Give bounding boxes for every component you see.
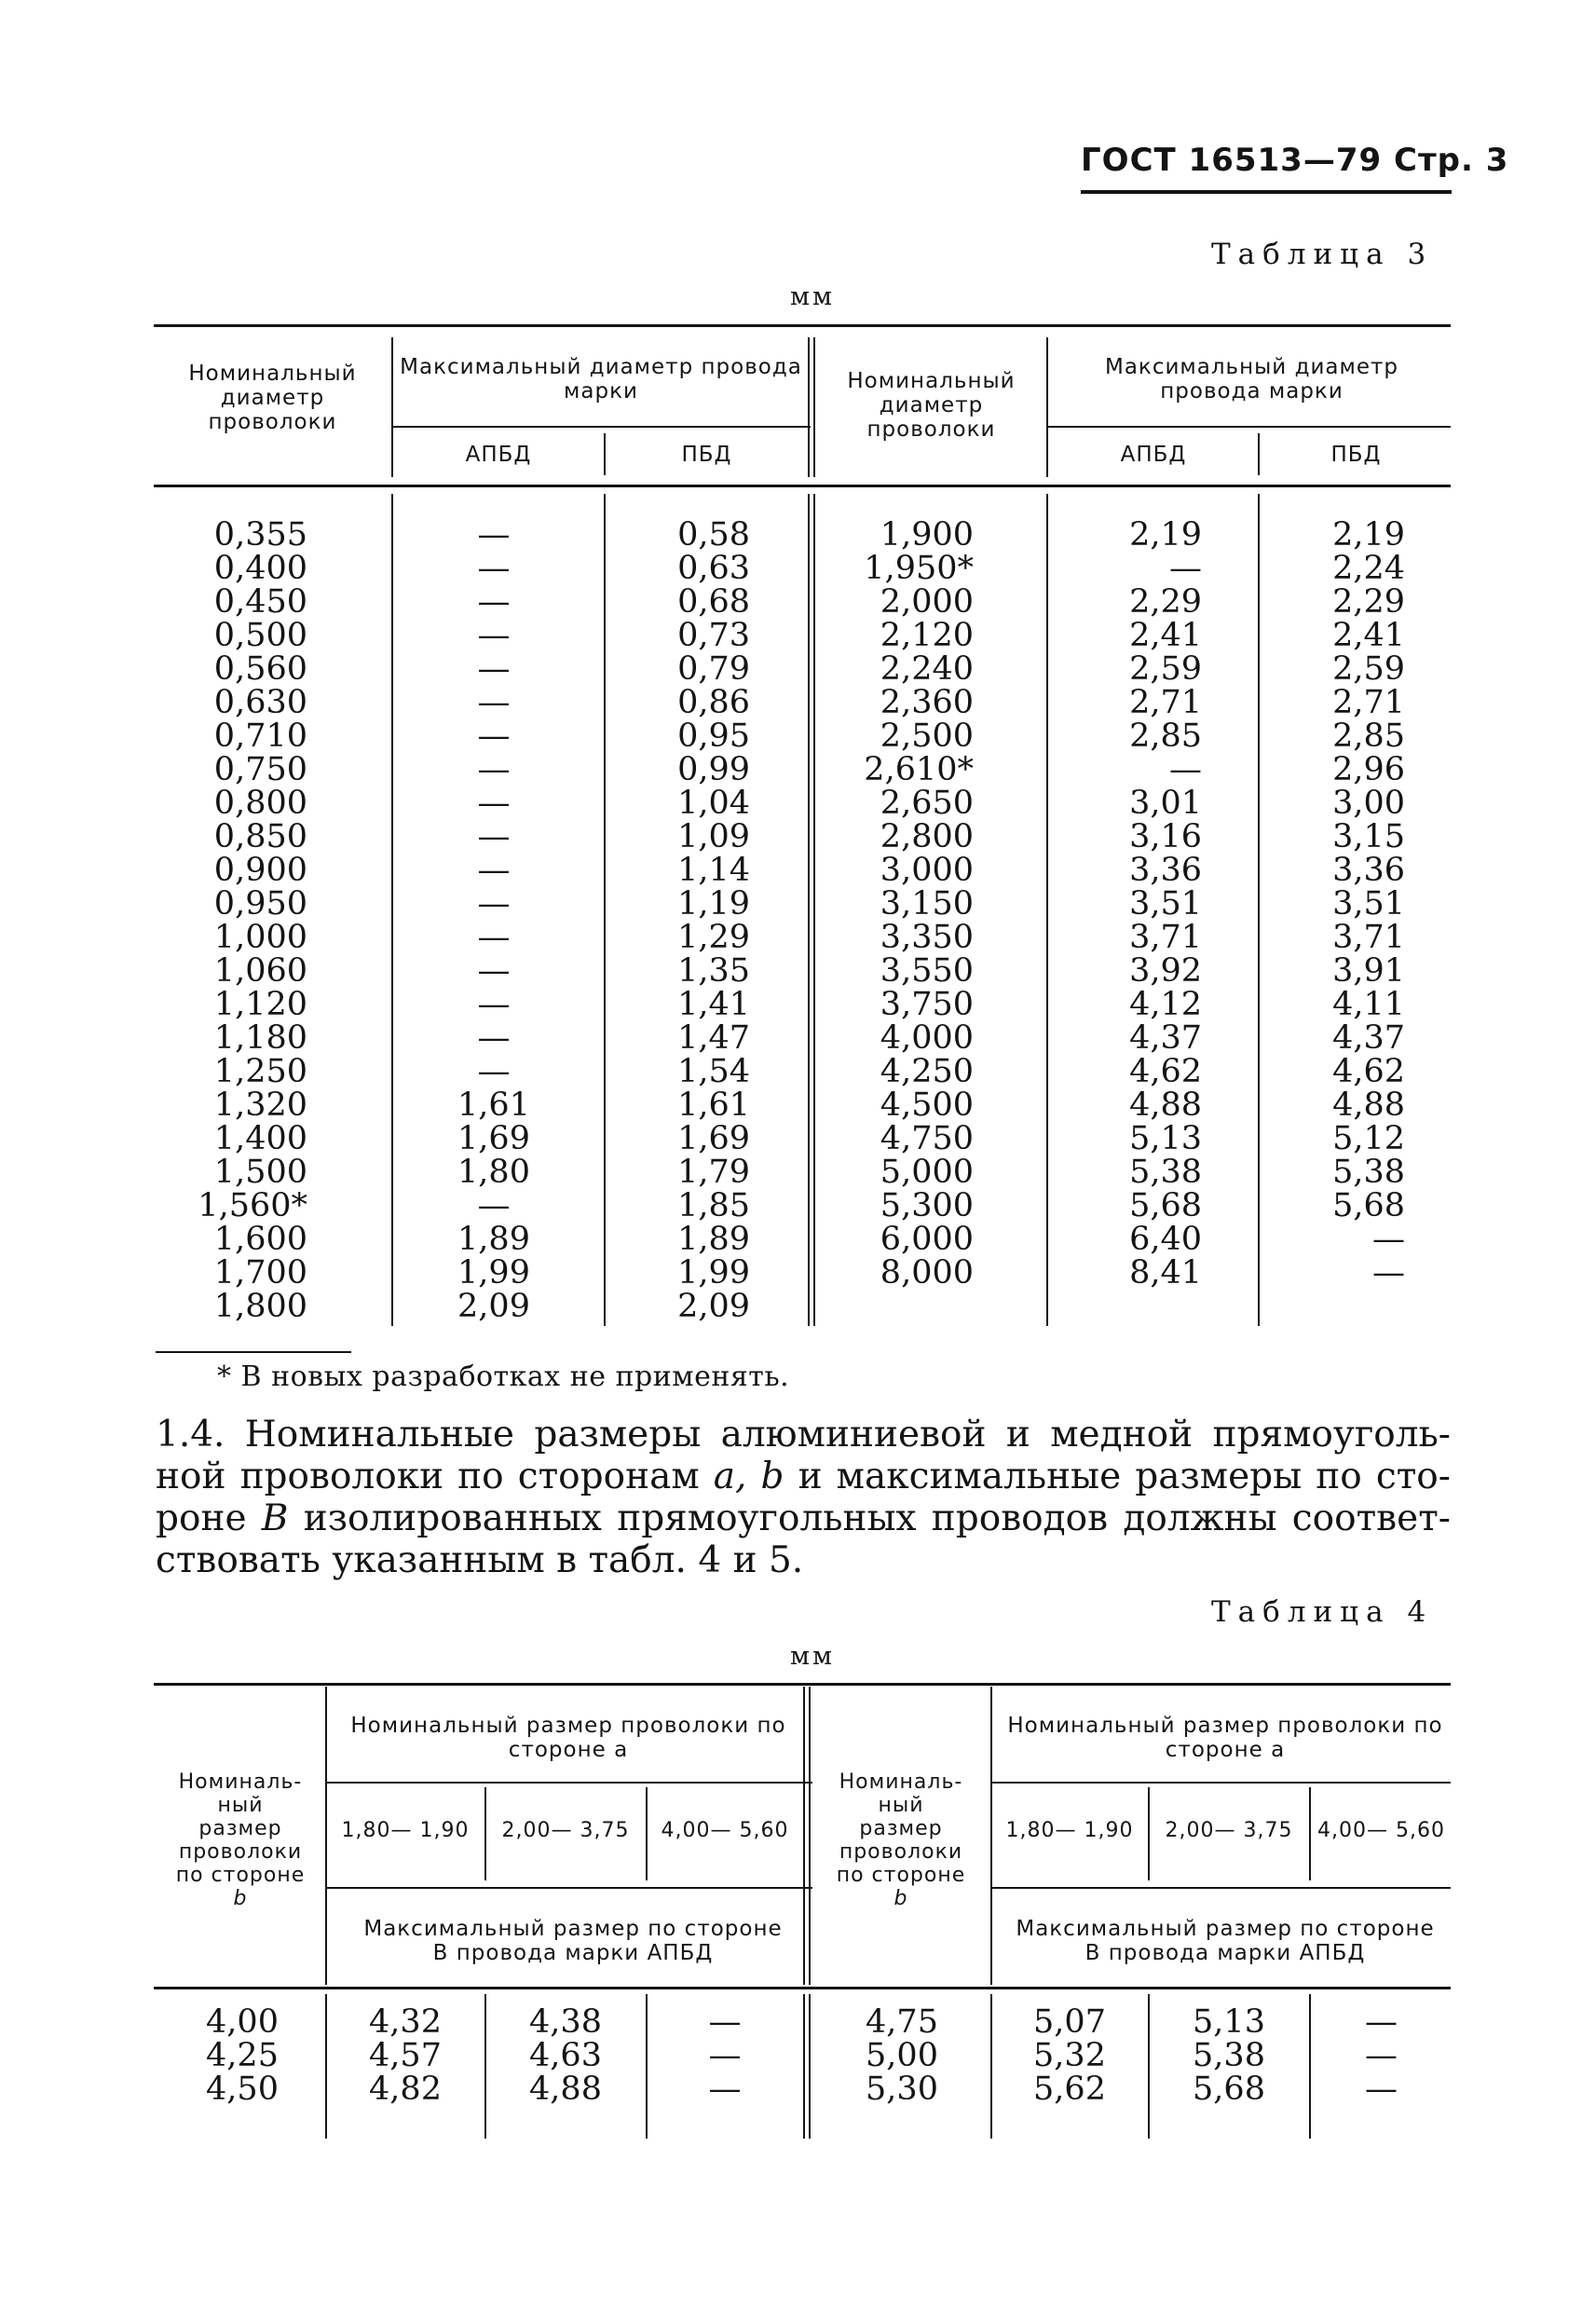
table4-vrule — [803, 1994, 805, 2139]
table-cell: 0,79 — [677, 650, 750, 688]
table4-header-range3-left: 4,00— 5,60 — [661, 1819, 789, 1842]
table-cell: — — [477, 818, 511, 855]
table3-col-apbd-left — [401, 518, 587, 1323]
table3-subheader-rule-right — [1048, 426, 1451, 428]
table3-vrule — [1258, 433, 1260, 475]
table3-col-apbd-right — [1053, 518, 1202, 1290]
table-cell: 1,80 — [457, 1154, 530, 1191]
page-header: ГОСТ 16513—79 Стр. 3 — [1081, 142, 1509, 179]
table4-col-r3-left — [648, 2005, 801, 2106]
table-cell: 2,85 — [1129, 718, 1202, 755]
table3-col-pbd-left — [606, 518, 750, 1323]
paragraph-word: изолированных — [303, 1497, 602, 1539]
table-cell: 1,09 — [677, 818, 750, 855]
table-cell: 1,700 — [213, 1254, 307, 1292]
paragraph-word: b — [760, 1456, 784, 1497]
table-cell: 1,560* — [198, 1187, 307, 1224]
table-cell: 1,04 — [677, 785, 750, 822]
table4-vrule — [1309, 1994, 1311, 2139]
table4-header-range2-right: 2,00— 3,75 — [1165, 1819, 1293, 1842]
table-cell: 4,00 — [206, 2003, 279, 2041]
table-cell: — — [477, 785, 511, 822]
table-cell: 5,38 — [1129, 1154, 1202, 1191]
table3-vrule — [1258, 494, 1260, 1326]
table3-header-maxdiam-left: Максимальный диаметр провода марки — [400, 355, 802, 403]
table-cell: 0,500 — [213, 617, 307, 654]
table-cell: 0,900 — [213, 852, 307, 889]
paragraph-word: соответ- — [1291, 1497, 1451, 1539]
table-cell: 0,86 — [677, 684, 750, 721]
table-cell: 1,120 — [213, 986, 307, 1023]
table-cell: 1,250 — [213, 1053, 307, 1090]
table-cell: 1,54 — [677, 1053, 750, 1090]
table4-header-range1-right: 1,80— 1,90 — [1005, 1819, 1134, 1842]
paragraph-word: проволоки — [239, 1456, 444, 1497]
table-cell: 4,63 — [529, 2037, 602, 2074]
table-cell: 5,68 — [1332, 1187, 1405, 1224]
table4-vrule — [990, 1994, 992, 2139]
table4-col-b-right — [815, 2005, 989, 2106]
table-cell: 4,50 — [206, 2071, 279, 2108]
table-cell: 3,750 — [880, 986, 974, 1023]
table-cell: — — [708, 2071, 742, 2108]
table-cell: — — [1372, 1221, 1405, 1258]
table4-header-rule — [154, 1987, 1451, 1989]
table4-header-max-b-left: Максимальный размер по стороне B провода марки АПБД — [363, 1916, 783, 1965]
table4-col-r1-left — [328, 2005, 483, 2106]
table4-col-r2-right — [1151, 2005, 1307, 2106]
paragraph-line — [156, 1456, 1451, 1497]
table3-caption: Таблица 3 — [1211, 238, 1434, 271]
table4-col-b-left — [163, 2005, 321, 2106]
table-cell: 3,150 — [880, 885, 974, 923]
table4-subheader-rule2-right — [992, 1887, 1451, 1889]
table-cell: 1,950* — [864, 550, 974, 587]
table-cell: 1,180 — [213, 1019, 307, 1057]
table-cell: 1,000 — [213, 919, 307, 956]
table-cell: 5,300 — [880, 1187, 974, 1224]
header-line: b — [893, 1887, 908, 1910]
table-cell: 0,95 — [677, 718, 750, 755]
table3-col-pbd-right — [1267, 518, 1405, 1290]
table-cell: 2,610* — [864, 751, 974, 788]
table4-unit: мм — [790, 1642, 836, 1671]
table-cell: — — [477, 650, 511, 688]
paragraph-word: по — [457, 1456, 504, 1497]
table3-vrule — [813, 337, 815, 477]
table-cell: 4,500 — [880, 1087, 974, 1124]
table-cell: 4,750 — [880, 1120, 974, 1157]
table-cell: 1,99 — [677, 1254, 750, 1292]
table-cell: — — [477, 550, 511, 587]
table-cell: — — [708, 2003, 742, 2041]
table4-header-range2-left: 2,00— 3,75 — [501, 1819, 630, 1842]
table4-col-r3-right — [1312, 2005, 1451, 2106]
table-cell: 1,14 — [677, 852, 750, 889]
table-cell: 4,82 — [369, 2071, 442, 2108]
table-cell: 2,85 — [1332, 718, 1405, 755]
table-cell: 0,800 — [213, 785, 307, 822]
table-cell: 3,350 — [880, 919, 974, 956]
table-cell: 1,800 — [213, 1288, 307, 1325]
table-cell: 4,57 — [369, 2037, 442, 2074]
table-cell: 0,850 — [213, 818, 307, 855]
table-cell: 3,16 — [1129, 818, 1202, 855]
table4-header-nominal-b-right — [813, 1752, 989, 1929]
paragraph-word: и — [798, 1456, 823, 1497]
table-cell: 1,41 — [677, 986, 750, 1023]
table3-header-rule — [154, 485, 1451, 487]
table-cell: 3,51 — [1129, 885, 1202, 923]
table4-vrule — [1309, 1787, 1311, 1880]
header-line: Номиналь- — [178, 1770, 303, 1794]
table3-header-nominal-right: Номинальный диаметр проволоки — [847, 369, 1016, 442]
table3-vrule — [808, 337, 810, 477]
paragraph-word: размеры — [534, 1414, 702, 1456]
table4-header-range3-right: 4,00— 5,60 — [1317, 1819, 1445, 1842]
paragraph-word: медной — [1050, 1414, 1194, 1456]
table-cell: 4,11 — [1332, 986, 1405, 1023]
table4-subheader-rule-right — [992, 1782, 1451, 1784]
table3-col-nominal-left — [168, 518, 307, 1323]
table-cell: 0,450 — [213, 583, 307, 621]
table3-header-pbd-right: ПБД — [1330, 443, 1382, 467]
table-cell: 2,41 — [1332, 617, 1405, 654]
table3-vrule — [808, 494, 810, 1326]
table-cell: 4,38 — [529, 2003, 602, 2041]
table-cell: 2,29 — [1332, 583, 1405, 621]
paragraph-word: по — [1316, 1456, 1362, 1497]
table-cell: 4,000 — [880, 1019, 974, 1057]
table4-header-nominal-a-left: Номинальный размер проволоки по стороне a — [350, 1714, 786, 1762]
table-cell: 4,25 — [206, 2037, 279, 2074]
table-cell: 2,59 — [1129, 650, 1202, 688]
table4-vrule — [1148, 1994, 1150, 2139]
paragraph-word: B — [261, 1497, 289, 1539]
table-cell: 2,19 — [1332, 516, 1405, 554]
table-cell: 1,500 — [213, 1154, 307, 1191]
table-cell: 5,30 — [866, 2071, 938, 2108]
table4-vrule — [646, 1787, 648, 1880]
table-cell: 1,85 — [677, 1187, 750, 1224]
paragraph-word: прямоугольных — [617, 1497, 917, 1539]
paragraph-word: алюминиевой — [720, 1414, 987, 1456]
table-cell: — — [477, 1053, 511, 1090]
table-cell: 3,36 — [1129, 852, 1202, 889]
header-line: размер — [859, 1817, 943, 1840]
table-cell: 2,360 — [880, 684, 974, 721]
table-cell: — — [477, 952, 511, 990]
table-cell: — — [477, 986, 511, 1023]
table-cell: 1,900 — [880, 516, 974, 554]
table-cell: 5,00 — [866, 2037, 938, 2074]
table-cell: 4,88 — [1129, 1087, 1202, 1124]
header-line: b — [233, 1887, 248, 1910]
table-cell: 1,400 — [213, 1120, 307, 1157]
paragraph-word: ствовать указанным в табл. 4 и 5. — [156, 1539, 804, 1581]
table-cell: — — [477, 684, 511, 721]
table-cell: 4,62 — [1332, 1053, 1405, 1090]
header-line: по стороне — [836, 1864, 966, 1887]
table-cell: 2,71 — [1332, 684, 1405, 721]
table-cell: — — [1365, 2071, 1398, 2108]
table-cell: 5,000 — [880, 1154, 974, 1191]
table-cell: 1,47 — [677, 1019, 750, 1057]
table-cell: — — [708, 2037, 742, 2074]
table-cell: 5,38 — [1193, 2037, 1265, 2074]
table-cell: — — [477, 718, 511, 755]
table-cell: — — [1169, 751, 1202, 788]
paragraph-word: ной — [156, 1456, 226, 1497]
table-cell: 1,69 — [677, 1120, 750, 1157]
table-cell: 2,41 — [1129, 617, 1202, 654]
table-cell: 5,13 — [1129, 1120, 1202, 1157]
table-cell: 1,060 — [213, 952, 307, 990]
table-cell: 2,96 — [1332, 751, 1405, 788]
table-cell: — — [477, 1187, 511, 1224]
table3-unit: мм — [790, 282, 836, 311]
table-cell: 6,40 — [1129, 1221, 1202, 1258]
table-cell: 1,79 — [677, 1154, 750, 1191]
table-cell: 4,37 — [1332, 1019, 1405, 1057]
table-cell: 3,000 — [880, 852, 974, 889]
table-cell: 5,13 — [1193, 2003, 1265, 2041]
table-cell: 3,550 — [880, 952, 974, 990]
table-cell: 6,000 — [880, 1221, 974, 1258]
table3-vrule — [391, 494, 393, 1326]
table-cell: 1,19 — [677, 885, 750, 923]
table-cell: 2,59 — [1332, 650, 1405, 688]
paragraph-word: роне — [156, 1497, 247, 1539]
paragraph-line — [156, 1539, 1451, 1581]
paragraph-word: размеры — [1135, 1456, 1303, 1497]
table3-footnote: * В новых разработках не применять. — [217, 1360, 790, 1393]
table-cell: — — [477, 583, 511, 621]
table-cell: 4,75 — [866, 2003, 938, 2041]
table4-col-r2-left — [487, 2005, 644, 2106]
table4-subheader-rule2-left — [326, 1887, 812, 1889]
table-cell: 2,71 — [1129, 684, 1202, 721]
table4-vrule — [484, 1787, 486, 1880]
table-cell: 4,62 — [1129, 1053, 1202, 1090]
table-cell: 2,240 — [880, 650, 974, 688]
table-cell: 5,62 — [1033, 2071, 1106, 2108]
table3-vrule — [391, 337, 393, 477]
paragraph-word: сторонам — [517, 1456, 700, 1497]
paragraph-word: должны — [1123, 1497, 1277, 1539]
table-cell: 0,355 — [213, 516, 307, 554]
table-cell: 0,560 — [213, 650, 307, 688]
table-cell: — — [1169, 550, 1202, 587]
table-cell: 0,750 — [213, 751, 307, 788]
table-cell: — — [477, 852, 511, 889]
table4-vrule — [803, 1687, 805, 1985]
paragraph-word: 1.4. — [156, 1414, 225, 1456]
footnote-rule — [156, 1351, 351, 1353]
table-cell: 2,09 — [457, 1288, 530, 1325]
table-cell: 0,950 — [213, 885, 307, 923]
table-cell: 3,92 — [1129, 952, 1202, 990]
table-cell: — — [477, 1019, 511, 1057]
table-cell: 1,61 — [457, 1087, 530, 1124]
header-line: по стороне — [175, 1864, 306, 1887]
paragraph-word: Номинальные — [244, 1414, 514, 1456]
table-cell: 1,89 — [677, 1221, 750, 1258]
table-cell: 2,500 — [880, 718, 974, 755]
table4-vrule — [325, 1994, 327, 2139]
table-cell: — — [477, 751, 511, 788]
table-cell: 2,09 — [677, 1288, 750, 1325]
table-cell: 0,710 — [213, 718, 307, 755]
table-cell: 3,01 — [1129, 785, 1202, 822]
table3-vrule — [1046, 337, 1048, 477]
table-cell: 2,650 — [880, 785, 974, 822]
table4-header-range1-left: 1,80— 1,90 — [341, 1819, 470, 1842]
paragraph-word: проводов — [931, 1497, 1109, 1539]
table-cell: — — [477, 919, 511, 956]
paragraph-word: и — [1005, 1414, 1030, 1456]
table-cell: 4,250 — [880, 1053, 974, 1090]
table4-vrule — [809, 1687, 811, 1985]
table4-subheader-rule-left — [326, 1782, 812, 1784]
table-cell: 1,61 — [677, 1087, 750, 1124]
table4-vrule — [325, 1687, 327, 1985]
table4-header-nominal-b-left — [157, 1752, 324, 1929]
table-cell: 0,630 — [213, 684, 307, 721]
table-cell: 5,07 — [1033, 2003, 1106, 2041]
table-cell: 1,320 — [213, 1087, 307, 1124]
table3-vrule — [604, 433, 606, 475]
table4-header-max-b-right: Максимальный размер по стороне B провода марки АПБД — [1016, 1916, 1435, 1965]
table-cell: 5,68 — [1129, 1187, 1202, 1224]
table-cell: 3,71 — [1332, 919, 1405, 956]
table-cell: 3,71 — [1129, 919, 1202, 956]
table-cell: 4,37 — [1129, 1019, 1202, 1057]
table4-top-rule — [154, 1683, 1451, 1686]
table-cell: 1,69 — [457, 1120, 530, 1157]
table-cell: 2,29 — [1129, 583, 1202, 621]
table-cell: — — [477, 516, 511, 554]
table4-vrule — [646, 1994, 648, 2139]
table-cell: 8,000 — [880, 1254, 974, 1292]
table3-header-maxdiam-right: Максимальный диаметр провода марки — [1104, 355, 1399, 403]
table-cell: 0,400 — [213, 550, 307, 587]
table-cell: — — [1365, 2037, 1398, 2074]
table-cell: 5,12 — [1332, 1120, 1405, 1157]
table-cell: — — [1365, 2003, 1398, 2041]
table-cell: — — [477, 617, 511, 654]
table3-header-apbd-right: АПБД — [1120, 443, 1187, 467]
header-line: проволоки — [839, 1840, 963, 1864]
table-cell: 3,00 — [1332, 785, 1405, 822]
header-rule — [1081, 190, 1452, 194]
table4-vrule — [990, 1687, 992, 1985]
header-line: проволоки — [178, 1840, 303, 1864]
table-cell: — — [477, 885, 511, 923]
table-cell: 0,99 — [677, 751, 750, 788]
table-cell: — — [1372, 1254, 1405, 1292]
table-cell: 1,29 — [677, 919, 750, 956]
table3-vrule — [1046, 494, 1048, 1326]
table4-caption: Таблица 4 — [1211, 1595, 1434, 1629]
table3-vrule — [813, 494, 815, 1326]
table4-vrule — [484, 1994, 486, 2139]
header-line: ный — [217, 1794, 264, 1817]
table-cell: 1,89 — [457, 1221, 530, 1258]
table-cell: 3,91 — [1332, 952, 1405, 990]
paragraph-word: сто- — [1375, 1456, 1451, 1497]
table3-header-pbd-left: ПБД — [681, 443, 732, 467]
header-line: размер — [198, 1817, 282, 1840]
table-cell: 2,19 — [1129, 516, 1202, 554]
table3-header-nominal-left: Номинальный диаметр проволоки — [188, 362, 357, 434]
paragraph-line — [156, 1497, 1451, 1539]
paragraph-line — [156, 1414, 1451, 1456]
table-cell: 2,000 — [880, 583, 974, 621]
table3-header-apbd-left: АПБД — [465, 443, 532, 467]
table-cell: 1,99 — [457, 1254, 530, 1292]
table4-vrule — [1148, 1787, 1150, 1880]
header-line: ный — [878, 1794, 924, 1817]
paragraph-word: прямоуголь- — [1212, 1414, 1451, 1456]
table-cell: 5,68 — [1193, 2071, 1265, 2108]
table-cell: 0,68 — [677, 583, 750, 621]
table-cell: 1,35 — [677, 952, 750, 990]
table-cell: 4,88 — [1332, 1087, 1405, 1124]
table-cell: 0,58 — [677, 516, 750, 554]
table3-subheader-rule-left — [391, 426, 811, 428]
table-cell: 4,12 — [1129, 986, 1202, 1023]
table-cell: 1,600 — [213, 1221, 307, 1258]
header-line: Номиналь- — [839, 1770, 963, 1794]
table-cell: 5,38 — [1332, 1154, 1405, 1191]
table-cell: 0,73 — [677, 617, 750, 654]
table-cell: 4,88 — [529, 2071, 602, 2108]
table3-col-nominal-right — [820, 518, 974, 1290]
table-cell: 3,51 — [1332, 885, 1405, 923]
table-cell: 3,36 — [1332, 852, 1405, 889]
section-1-4-paragraph — [156, 1414, 1451, 1581]
table4-col-r1-right — [993, 2005, 1146, 2106]
paragraph-word: максимальные — [836, 1456, 1122, 1497]
table4-vrule — [809, 1994, 811, 2139]
table-cell: 5,32 — [1033, 2037, 1106, 2074]
table-cell: 2,800 — [880, 818, 974, 855]
table-cell: 0,63 — [677, 550, 750, 587]
table4-header-nominal-a-right: Номинальный размер проволоки по стороне a — [1007, 1714, 1443, 1762]
table-cell: 2,120 — [880, 617, 974, 654]
paragraph-word: a, — [713, 1456, 747, 1497]
table-cell: 3,15 — [1332, 818, 1405, 855]
table3-top-rule — [154, 324, 1451, 327]
table-cell: 8,41 — [1129, 1254, 1202, 1292]
table-cell: 4,32 — [369, 2003, 442, 2041]
table-cell: 2,24 — [1332, 550, 1405, 587]
